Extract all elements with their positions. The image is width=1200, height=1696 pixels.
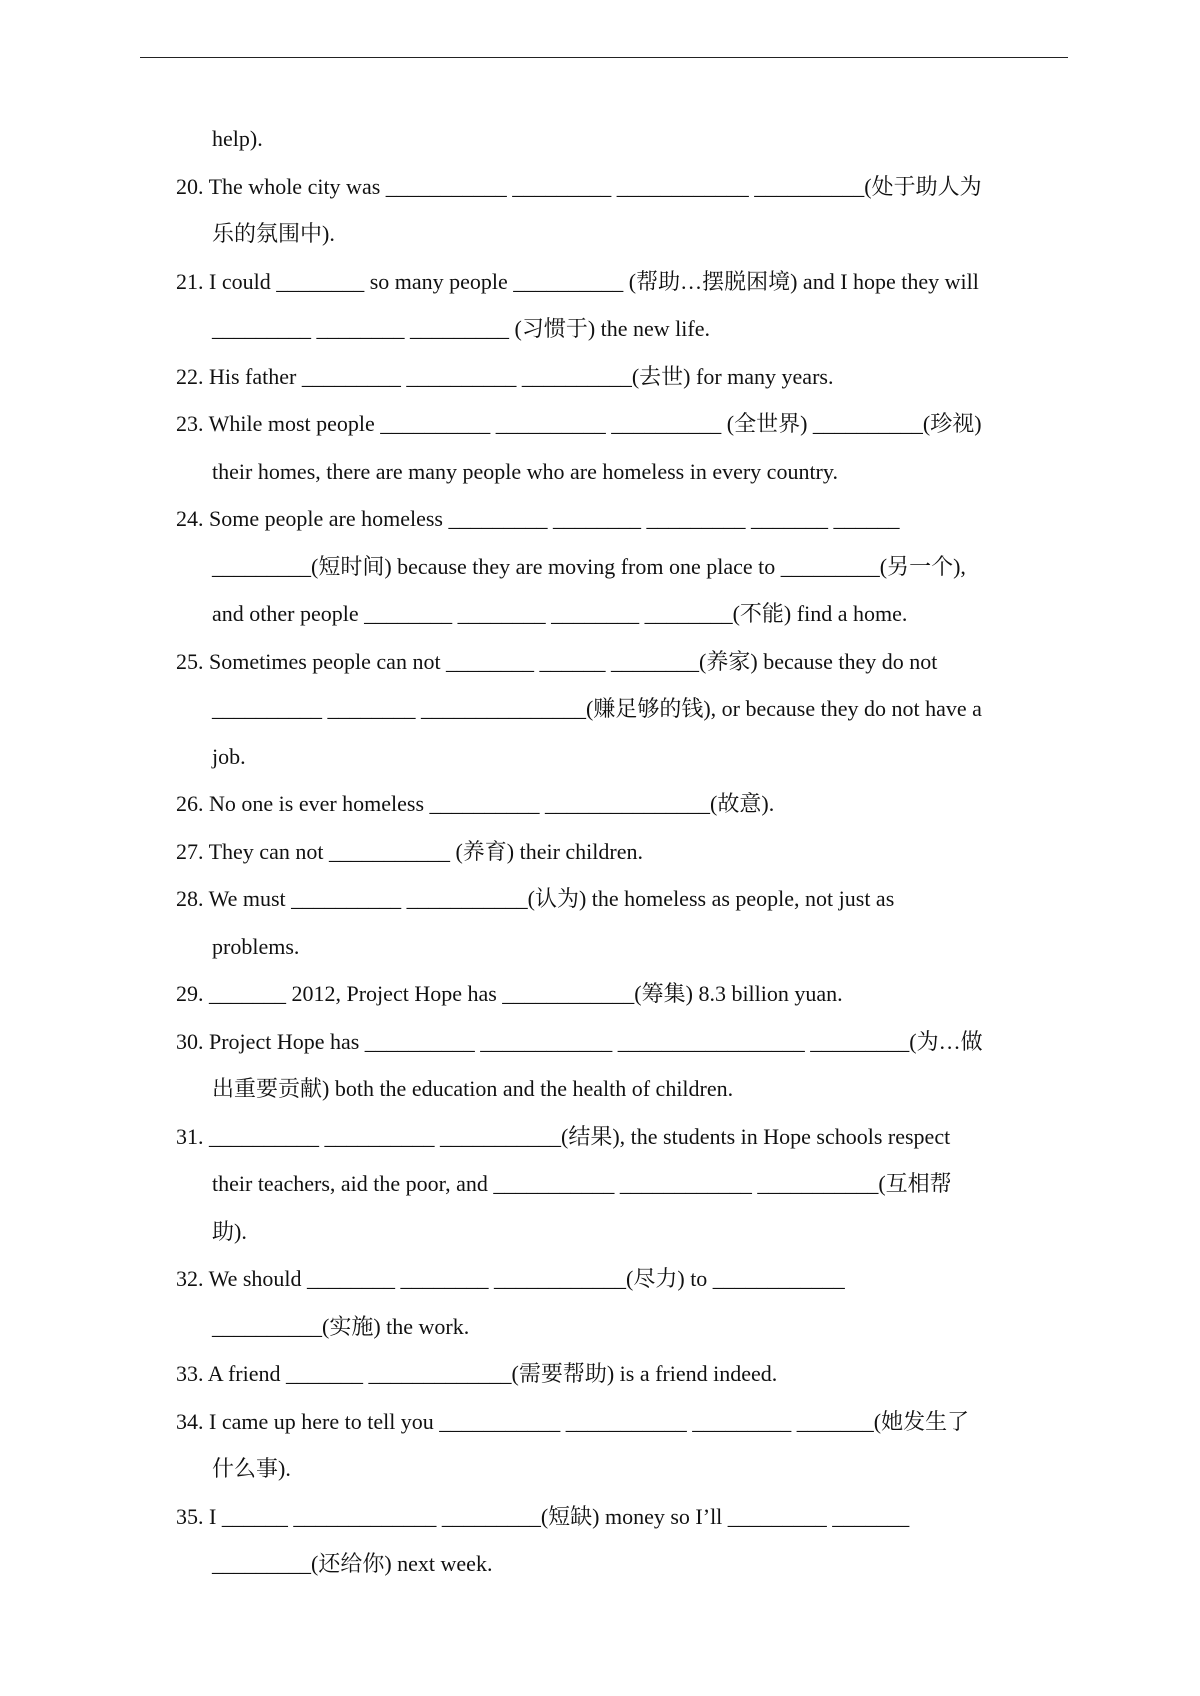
question-line: 33. A friend _______ _____________(需要帮助) is a friend indeed. [176, 1361, 778, 1386]
question-line: 24. Some people are homeless _________ ________ _________ _______ ______ [176, 506, 900, 531]
continuation-line: _________ ________ _________ (习惯于) the new life. [212, 316, 710, 341]
question-line: 22. His father _________ __________ __________(去世) for many years. [176, 363, 834, 389]
question-line: 25. Sometimes people can not ________ ______ ________(养家) because they do not [176, 648, 938, 674]
continuation-line: __________ ________ _______________(赚足够的钱), or because they do not have a [212, 696, 982, 721]
continuation-line: problems. [212, 933, 300, 959]
question-line: 35. I ______ _____________ _________(短缺) money so I’ll _________ _______ [176, 1503, 910, 1529]
question-line: 28. We must __________ ___________(认为) the homeless as people, not just as [176, 886, 895, 911]
continuation-line: 什么事). [212, 1456, 291, 1481]
question-line: 20. The whole city was ___________ _________ ____________ __________(处于助人为 [176, 173, 982, 199]
question-line: 29. _______ 2012, Project Hope has ____________(筹集) 8.3 billion yuan. [176, 981, 843, 1006]
continuation-line: 出重要贡献) both the education and the health of children. [212, 1076, 734, 1101]
continuation-line: their teachers, aid the poor, and ___________ ____________ ___________(互相帮 [212, 1171, 952, 1196]
question-line: 30. Project Hope has __________ ____________ _________________ _________(为…做 [176, 1028, 983, 1054]
question-line: 21. I could ________ so many people __________ (帮助…摆脱困境) and I hope they will [176, 268, 979, 294]
continuation-line: help). [212, 126, 263, 151]
question-line: 26. No one is ever homeless __________ _______________(故意). [176, 791, 775, 816]
question-line: 32. We should ________ ________ ____________(尽力) to ____________ [176, 1266, 845, 1291]
continuation-line: their homes, there are many people who are homeless in every country. [212, 458, 838, 484]
continuation-line: _________(还给你) next week. [212, 1551, 493, 1576]
header-rule [140, 57, 1068, 58]
question-line: 31. __________ __________ ___________(结果), the students in Hope schools respect [176, 1123, 951, 1149]
continuation-line: __________(实施) the work. [212, 1313, 470, 1339]
continuation-line: _________(短时间) because they are moving from one place to _________(另一个), [212, 553, 966, 579]
continuation-line: and other people ________ ________ ________ ________(不能) find a home. [212, 601, 908, 626]
continuation-line: job. [212, 743, 246, 769]
continuation-line: 乐的氛围中). [212, 221, 335, 246]
question-line: 23. While most people __________ __________ __________ (全世界) __________(珍视) [176, 411, 982, 436]
question-line: 34. I came up here to tell you ___________ ___________ _________ _______(她发生了 [176, 1408, 970, 1434]
question-line: 27. They can not ___________ (养育) their children. [176, 838, 643, 864]
continuation-line: 助). [212, 1218, 247, 1244]
